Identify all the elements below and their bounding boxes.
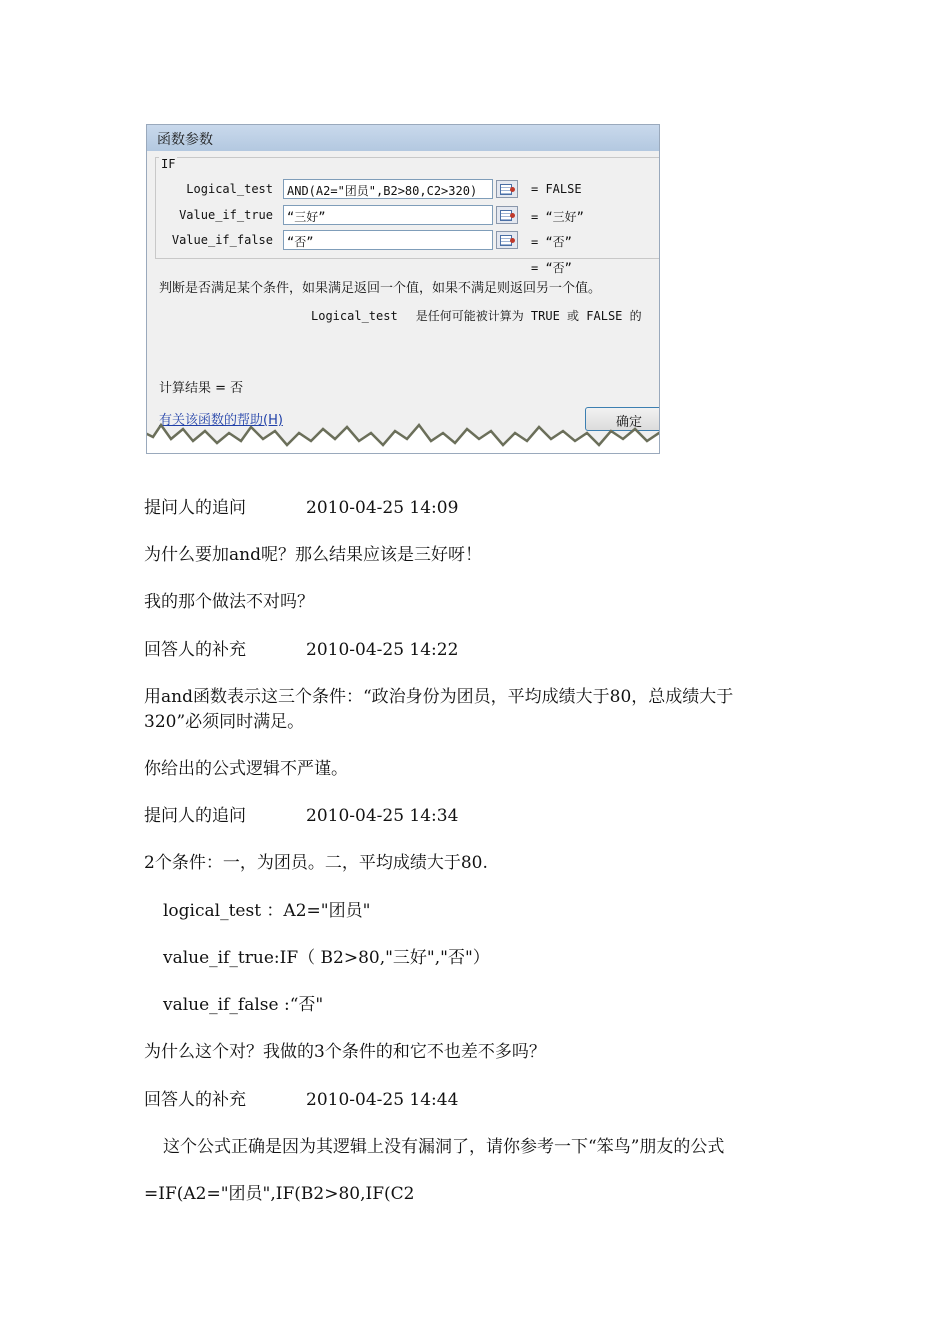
post-header [144, 496, 459, 520]
function-name: IF [161, 157, 176, 171]
post-time: 2010-04-25 14:44 [306, 1090, 459, 1110]
parameter-name: Logical_test [311, 309, 398, 323]
function-result: = “否” [531, 261, 572, 275]
function-arguments-screenshot [146, 124, 660, 454]
value-if-true-label: Value_if_true [179, 208, 273, 222]
post-text: 320”必须同时满足。 [144, 712, 305, 732]
logical-test-input[interactable]: AND(A2="团员",B2>80,C2>320) [283, 179, 493, 199]
logical-test-result: = FALSE [531, 182, 582, 196]
post-header [144, 638, 459, 662]
function-help-link[interactable]: 有关该函数的帮助(H) [159, 413, 283, 428]
value-if-true-result: = “三好” [531, 210, 584, 224]
parameter-description: 是任何可能被计算为 TRUE 或 FALSE 的 [415, 309, 642, 323]
post-author: 提问人的追问 [144, 498, 246, 518]
parameter-help [311, 307, 642, 324]
post-author: 回答人的补充 [144, 640, 246, 660]
collapse-dialog-button[interactable] [496, 206, 518, 224]
post-text: value_if_true:IF（ B2>80,"三好","否"） [163, 948, 490, 968]
value-if-false-input[interactable]: “否” [283, 230, 493, 250]
post-text: logical_test ：A2="团员" [163, 901, 371, 921]
post-text: 这个公式正确是因为其逻辑上没有漏洞了，请你参考一下“笨鸟”朋友的公式 [163, 1137, 725, 1157]
post-text: 为什么这个对？我做的3个条件的和它不也差不多吗？ [144, 1042, 546, 1062]
post-text: 用and函数表示这三个条件：“政治身份为团员，平均成绩大于80，总成绩大于 [144, 687, 734, 707]
post-time: 2010-04-25 14:34 [306, 806, 459, 826]
post-header [144, 804, 459, 828]
post-author: 提问人的追问 [144, 806, 246, 826]
post-time: 2010-04-25 14:09 [306, 498, 459, 518]
torn-edge [146, 411, 660, 454]
post-text: 你给出的公式逻辑不严谨。 [144, 759, 348, 779]
post-text: 我的那个做法不对吗？ [144, 592, 314, 612]
value-if-false-result: = “否” [531, 235, 572, 249]
ok-button[interactable]: 确定 [585, 407, 660, 431]
post-time: 2010-04-25 14:22 [306, 640, 459, 660]
collapse-dialog-button[interactable] [496, 180, 518, 198]
function-description: 判断是否满足某个条件，如果满足返回一个值，如果不满足则返回另一个值。 [159, 281, 602, 296]
post-text: 为什么要加and呢？那么结果应该是三好呀！ [144, 545, 482, 565]
post-header [144, 1088, 459, 1112]
post-text: value_if_false :“否" [163, 995, 324, 1015]
post-text: 2个条件：一，为团员。二，平均成绩大于80. [144, 853, 488, 873]
value-if-true-input[interactable]: “三好” [283, 205, 493, 225]
collapse-dialog-button[interactable] [496, 231, 518, 249]
calculation-result: 计算结果 = 否 [159, 381, 244, 396]
post-author: 回答人的补充 [144, 1090, 246, 1110]
dialog-titlebar [147, 125, 659, 151]
post-text: =IF(A2="团员",IF(B2>80,IF(C2 [144, 1184, 415, 1204]
dialog-title: 函数参数 [157, 132, 213, 148]
value-if-false-label: Value_if_false [171, 233, 273, 247]
function-arguments-dialog [146, 124, 660, 454]
logical-test-label: Logical_test [186, 182, 273, 196]
